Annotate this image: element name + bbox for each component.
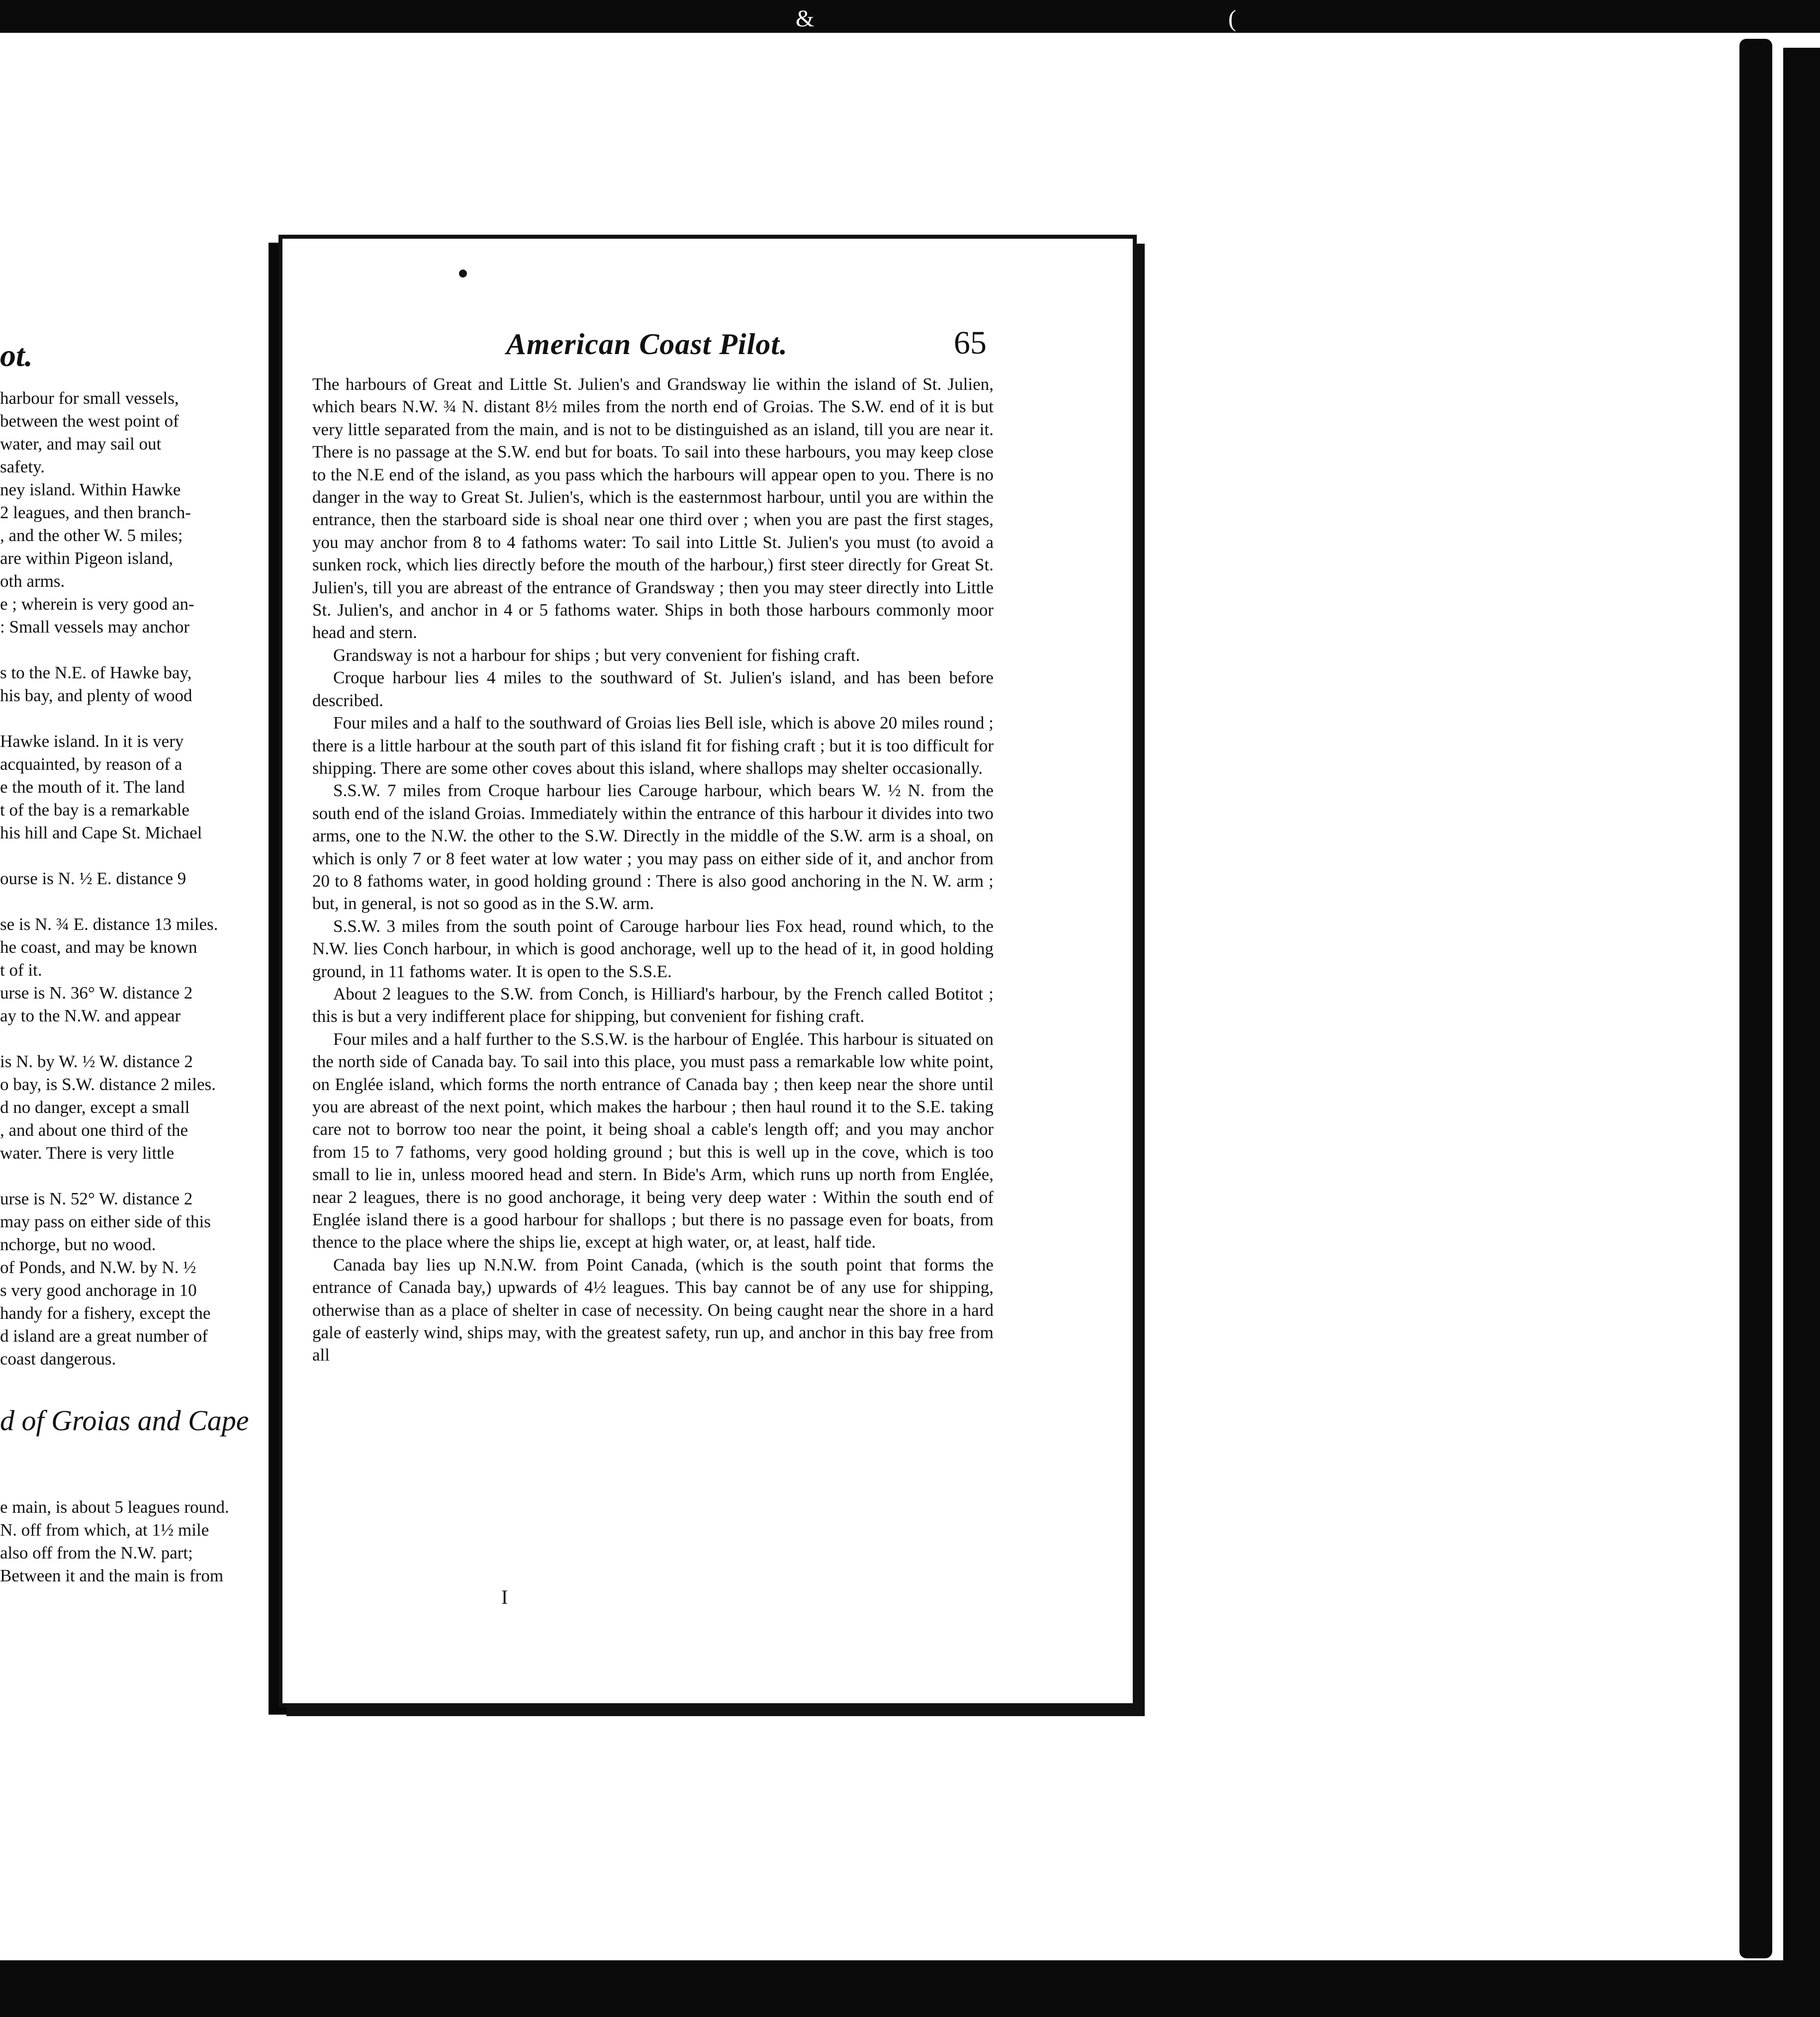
scan-border-gap <box>1772 48 1783 1960</box>
left-text-line: Hawke island. In it is very <box>0 732 184 751</box>
left-text-line: his bay, and plenty of wood <box>0 686 192 705</box>
left-text-line <box>0 639 278 661</box>
left-text-line: Between it and the main is from <box>0 1566 224 1585</box>
scan-border-top <box>0 0 1820 33</box>
paragraph: About 2 leagues to the S.W. from Conch, is Hilliard's harbour, by the French called Botitot ; this is but a very indifferent place for shipping, but convenient for fishing craft. <box>312 984 994 1026</box>
scan-border-right <box>1739 39 1772 1958</box>
left-text-line <box>0 844 278 867</box>
scan-border-bottom <box>0 1960 1820 2017</box>
left-text-line: t of the bay is a remarkable <box>0 800 189 820</box>
left-text-line: oth arms. <box>0 571 65 591</box>
left-text-line: of Ponds, and N.W. by N. ½ <box>0 1258 196 1277</box>
left-text-line: urse is N. 52° W. distance 2 <box>0 1189 193 1208</box>
left-section-heading: d of Groias and Cape <box>0 1404 249 1437</box>
signature-mark: I <box>501 1586 508 1608</box>
left-text-line: ourse is N. ½ E. distance 9 <box>0 869 186 888</box>
top-mark-a: & <box>796 5 815 32</box>
left-text-line: handy for a fishery, except the <box>0 1303 211 1323</box>
left-text-line: d island are a great number of <box>0 1326 208 1346</box>
left-page-text <box>0 387 278 1371</box>
left-text-line: may pass on either side of this <box>0 1212 211 1231</box>
paragraph: Four miles and a half further to the S.S.W. is the harbour of Englée. This harbour is situated on the north side of Canada bay. To sail into this place, you must pass a remarkable low white point, on Englée island, which forms the north entrance of Canada bay ; then keep near the shore until you are abreast of the next point, which makes the harbour ; then haul round it to the S.E. taking care not to borrow too near the point, it being shoal a cable's length off; and you may anchor from 15 to 7 fathoms, very good holding ground ; but this is well up in the cove, which is too small to lie in, unless moored head and stern. In Bide's Arm, which runs up north from Englée, near 2 leagues, there is no good anchorage, it being very deep water : Within the south end of Englée island there is a good harbour for shallops ; but there is no passage even for boats, from thence to the place where the ships lie, except at high water, or, at least, half tide. <box>312 1029 994 1252</box>
left-text-line: o bay, is S.W. distance 2 miles. <box>0 1075 216 1094</box>
left-text-line: se is N. ¾ E. distance 13 miles. <box>0 915 218 934</box>
left-page <box>0 243 288 1715</box>
left-text-line: s to the N.E. of Hawke bay, <box>0 663 192 682</box>
left-text-line: are within Pigeon island, <box>0 549 174 568</box>
left-text-line <box>0 890 278 913</box>
running-title: American Coast Pilot. <box>506 328 788 361</box>
left-text-line: acquainted, by reason of a <box>0 754 182 774</box>
left-text-line: harbour for small vessels, <box>0 388 179 408</box>
left-text-line: ay to the N.W. and appear <box>0 1006 181 1025</box>
left-text-line: water. There is very little <box>0 1143 175 1163</box>
left-text-line: coast dangerous. <box>0 1349 116 1369</box>
left-text-line <box>0 1027 278 1050</box>
left-text-line: his hill and Cape St. Michael <box>0 823 202 842</box>
left-text-line: is N. by W. ½ W. distance 2 <box>0 1052 193 1071</box>
left-text-line: , and about one third of the <box>0 1120 188 1140</box>
right-page <box>278 235 1137 1707</box>
right-page-text <box>312 373 994 1367</box>
left-text-line: e ; wherein is very good an- <box>0 594 194 614</box>
left-text-line: also off from the N.W. part; <box>0 1543 193 1562</box>
paragraph: The harbours of Great and Little St. Julien's and Grandsway lie within the island of St. Julien, which bears N.W. ¾ N. distant 8½ miles from the north end of Groias. The S.W. end of it is but very little separated from the main, and is not to be distinguished as an island, till you are near it. There is no passage at the S.W. end but for boats. To sail into these harbours, you may keep close to the N.E end of the island, as you pass which the harbours will appear open to you. There is no danger in the way to Great St. Julien's, which is the easternmost harbour, until you are within the entrance, then the starboard side is shoal near one third over ; when you are past the first stages, you may anchor from 8 to 4 fathoms water: To sail into Little St. Julien's you must (to avoid a sunken rock, which lies directly before the mouth of the harbour,) first steer directly for Great St. Julien's, till you are abreast of the entrance of Grandsway ; then you may steer directly into Little St. Julien's, and anchor in 4 or 5 fathoms water. Ships in both those harbours commonly moor head and stern. <box>312 374 994 642</box>
left-text-line: e the mouth of it. The land <box>0 777 185 797</box>
left-text-line: t of it. <box>0 960 42 980</box>
paragraph: Canada bay lies up N.N.W. from Point Canada, (which is the south point that forms the entrance of Canada bay,) upwards of 4½ leagues. This bay cannot be of any use for shipping, otherwise than as a place of shelter in case of necessity. On being caught near the shore in a hard gale of easterly wind, ships may, with the greatest safety, run up, and anchor in this bay free from all <box>312 1255 994 1365</box>
left-text-line: N. off from which, at 1½ mile <box>0 1520 209 1540</box>
paragraph: Grandsway is not a harbour for ships ; but very convenient for fishing craft. <box>333 645 860 665</box>
left-text-line: between the west point of <box>0 411 179 431</box>
page-number: 65 <box>954 325 987 361</box>
left-text-line: ney island. Within Hawke <box>0 480 181 499</box>
left-text-line: d no danger, except a small <box>0 1098 190 1117</box>
left-text-line: safety. <box>0 457 45 476</box>
left-text-line: he coast, and may be known <box>0 937 197 957</box>
scan-border-right-outer <box>1783 48 1820 1960</box>
top-mark-b: ( <box>1228 5 1236 32</box>
left-running-head: ot. <box>0 338 33 373</box>
left-text-line: s very good anchorage in 10 <box>0 1281 197 1300</box>
left-text-line <box>0 707 278 730</box>
left-text-line: , and the other W. 5 miles; <box>0 526 183 545</box>
left-page-text-continued <box>0 1496 278 1587</box>
left-text-line: water, and may sail out <box>0 434 162 454</box>
left-text-line: nchorge, but no wood. <box>0 1235 156 1254</box>
left-text-line: 2 leagues, and then branch- <box>0 503 191 522</box>
left-text-line: urse is N. 36° W. distance 2 <box>0 983 193 1003</box>
paragraph: S.S.W. 3 miles from the south point of Carouge harbour lies Fox head, round which, to the N.W. lies Conch harbour, in which is good anchorage, well up to the head of it, in good holding ground, in 11 fathoms water. It is open to the S.S.E. <box>312 916 994 981</box>
paragraph: S.S.W. 7 miles from Croque harbour lies Carouge harbour, which bears W. ½ N. from the south end of the island Groias. Immediately within the entrance of this harbour it divides into two arms, one to the N.W. the other to the S.W. Directly in the middle of the S.W. arm is a shoal, on which is only 7 or 8 feet water at low water ; you may pass on either side of it, and anchor from 20 to 8 fathoms water, in good holding ground : There is also good anchoring in the N. W. arm ; but, in general, is not so good as in the S.W. arm. <box>312 781 994 914</box>
left-text-line: e main, is about 5 leagues round. <box>0 1497 229 1517</box>
page-speck <box>459 270 467 277</box>
paragraph: Four miles and a half to the southward of Groias lies Bell isle, which is above 20 miles round ; there is a little harbour at the south part of this island fit for fishing craft ; but it is too difficult for shipping. There are some other coves about this island, where shallops may shelter occasionally. <box>312 713 994 778</box>
left-text-line: : Small vessels may anchor <box>0 617 190 637</box>
paragraph: Croque harbour lies 4 miles to the southward of St. Julien's island, and has been before described. <box>312 668 994 710</box>
left-text-line <box>0 1165 278 1188</box>
